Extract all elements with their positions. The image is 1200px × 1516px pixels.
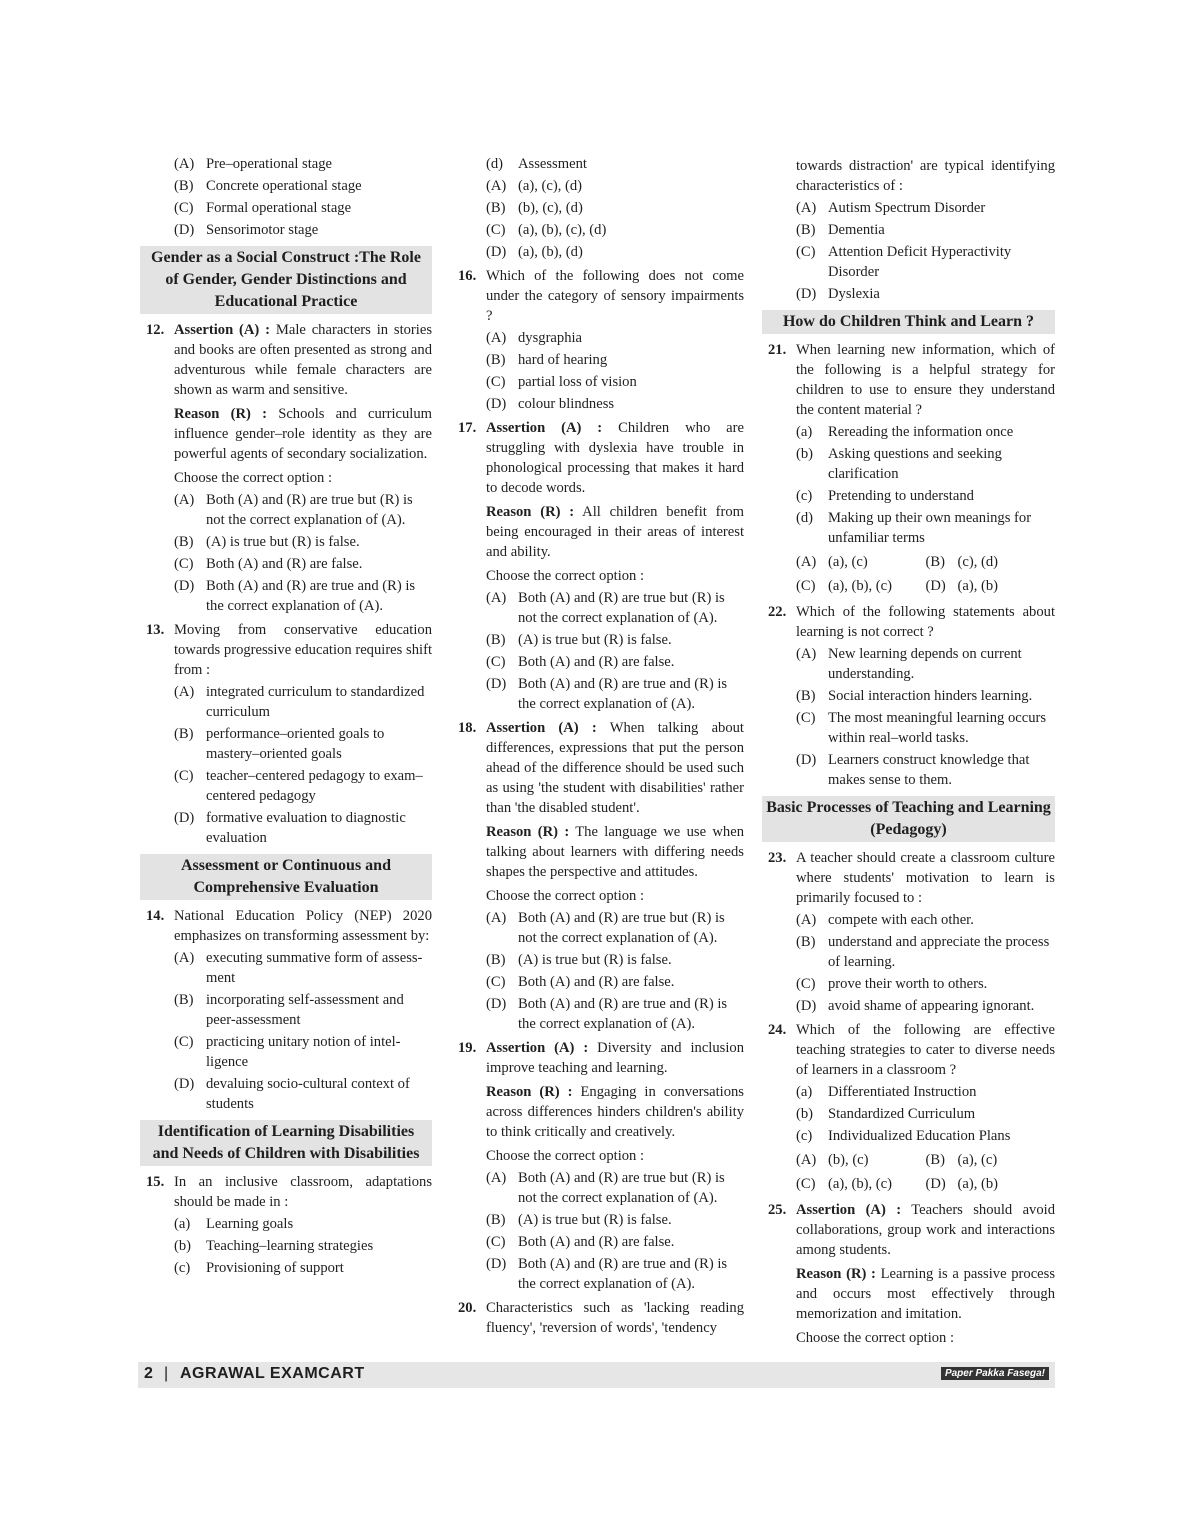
option: (B) performance–oriented goals to mastery–oriented goals [174,726,385,762]
question-number: 15. [146,1174,165,1190]
publisher-logo: AGRAWAL EXAMCART [180,1365,365,1382]
option: (B) Social interaction hinders learning. [796,688,1033,704]
question-24: 24. Which of the following are effective teaching strategies to cater to diverse needs of learners in a classroom ? (a) Differentiated Instruction (b) Standardized Curriculum (c) Individualized Education Plans (A) (b), (c) (B) (a), (c) (C) (a), (b), (c) (D) (a), (b) [762,1020,1055,1196]
option: (A) Both (A) and (R) are true but (R) is not the correct explanation of (A). [486,1170,725,1206]
option: (D) avoid shame of appearing ignorant. [796,998,1035,1014]
prev-question-options [140,154,432,240]
option: (B) Dementia [796,222,885,238]
sub-item: (c) Individualized Education Plans [796,1128,1011,1144]
option: (C) Both (A) and (R) are false. [486,974,675,990]
section-heading: Gender as a Social Construct :The Role of Gender, Gender Distinctions and Educational Practice [140,246,432,314]
page-footer [138,1362,1055,1388]
question-number: 18. [458,720,477,736]
sub-item: (d) Assessment [486,156,587,172]
section-heading: How do Children Think and Learn ? [762,310,1055,334]
option: (D) (a), (b) [925,578,999,594]
question-20: 20. Characteristics such as 'lacking reading fluency', 'reversion of words', 'tendency [458,1300,744,1336]
option-grid [796,1148,1055,1196]
question-20-continued: towards distraction' are typical identifying characteristics of : (A) Autism Spectrum Disorder (B) Dementia (C) Attention Deficit Hyperactivity Disorder (D) Dyslexia [796,158,1055,302]
option: (A) Both (A) and (R) are true but (R) is not the correct explanation of (A). [174,492,413,528]
option: (C) prove their worth to others. [796,976,988,992]
option: (B) incorporating self-assessment and peer-assessment [174,992,404,1028]
option: (C) Both (A) and (R) are false. [486,654,675,670]
question-number: 20. [458,1300,477,1316]
sub-item: (b) Teaching–learning strategies [174,1238,374,1254]
option: (D) devaluing socio-cultural context of students [174,1076,410,1112]
column-1 [140,152,432,1280]
option: (C) (a), (b), (c) [796,578,893,594]
option: (C) The most meaningful learning occurs within real–world tasks. [796,710,1047,746]
section-heading: Assessment or Continuous and Comprehensive Evaluation [140,854,432,900]
choose-prompt: Choose the correct option : [174,470,333,486]
question-22: 22. Which of the following statements about learning is not correct ? (A) New learning depends on current understanding. (B) Social interaction hinders learning. (C) The most meaningful learning occurs within real–world tasks. (D) Learners construct knowledge that makes sense to them. [768,604,1055,788]
option: (A) Both (A) and (R) are true but (R) is not the correct explanation of (A). [486,590,725,626]
option: (B) hard of hearing [486,352,608,368]
choose-prompt: Choose the correct option : [486,1148,645,1164]
choose-prompt: Choose the correct option : [486,568,645,584]
question-number: 24. [768,1022,787,1038]
option: (A) (b), (c) [796,1152,869,1168]
option: (D) colour blindness [486,396,615,412]
option: (D) Both (A) and (R) are true and (R) is the correct explanation of (A). [486,676,728,712]
option: (B) Concrete operational stage [174,178,362,194]
option: (A) Pre–operational stage [174,156,333,172]
option: (C) Both (A) and (R) are false. [174,556,363,572]
tagline-badge: Paper Pakka Fasega! [941,1367,1049,1380]
option: (B) (A) is true but (R) is false. [486,952,672,968]
question-number: 23. [768,850,787,866]
option: (B) (b), (c), (d) [486,200,583,216]
option: (B) (A) is true but (R) is false. [174,534,360,550]
option: (D) Both (A) and (R) are true and (R) is the correct explanation of (A). [486,996,728,1032]
page-number: 2 [144,1365,153,1382]
option: (A) compete with each other. [796,912,974,928]
option: (C) (a), (b), (c), (d) [486,222,607,238]
sub-item: (a) Rereading the information once [796,424,1014,440]
column-2 [452,152,744,1340]
question-23: 23. A teacher should create a classroom culture where students' motivation to learn is primarily focused to : (A) compete with each other. (B) understand and appreciate the process of learning. (C) prove their worth to others. (D) avoid shame of appearing ignorant. [768,850,1055,1014]
option: (B) (a), (c) [925,1152,998,1168]
question-number: 19. [458,1040,477,1056]
sub-item: (a) Differentiated Instruction [796,1084,977,1100]
question-number: 25. [768,1202,787,1218]
option: (D) Sensorimotor stage [174,222,319,238]
question-number: 16. [458,268,477,284]
option: (D) Both (A) and (R) are true and (R) is the correct explanation of (A). [486,1256,728,1292]
option: (B) (A) is true but (R) is false. [486,632,672,648]
question-13: 13. Moving from conservative education towards progressive education requires shift from : (A) integrated curriculum to standardized curriculum (B) performance–oriented goals to mastery–oriented goals (C) teacher–centered pedagogy to exam–centered pedagogy (D) formative evaluation to diagnostic evaluation [146,622,432,846]
option: (A) Both (A) and (R) are true but (R) is not the correct explanation of (A). [486,910,725,946]
option: (A) (a), (c) [796,554,868,570]
option: (C) Formal operational stage [174,200,352,216]
question-number: 21. [768,342,787,358]
option: (C) Attention Deficit Hyperactivity Disorder [796,244,1012,280]
option: (C) partial loss of vision [486,374,637,390]
question-19: 19. Assertion (A) : Diversity and inclusion improve teaching and learning. Reason (R) : Engaging in conversations across differences hinders children's ability to think critically and creatively. Choose the correct option : (A) Both (A) and (R) are true but (R) is not the correct explanation of (A). (B) (A) is true but (R) is false. (C) Both (A) and (R) are false. (D) Both (A) and (R) are true and (R) is the correct explanation of (A). [452,1038,744,1294]
footer-separator: | [164,1365,169,1382]
sub-item: (d) Making up their own meanings for unfamiliar terms [796,510,1032,546]
option: (D) (a), (b) [925,1176,999,1192]
question-18: 18. Assertion (A) : When talking about differences, expressions that put the person ahead of the difference should be used such as using 'the student with disabilities' rather than 'the disabled student'. Reason (R) : The language we use when talking about learners with differing needs shapes the perspective and attitudes. Choose the correct option : (A) Both (A) and (R) are true but (R) is not the correct explanation of (A). (B) (A) is true but (R) is false. (C) Both (A) and (R) are false. (D) Both (A) and (R) are true and (R) is the correct explanation of (A). [452,718,744,1034]
question-16: 16. Which of the following does not come under the category of sensory impairments ? (A) dysgraphia (B) hard of hearing (C) partial loss of vision (D) colour blindness [458,268,744,412]
option: (B) (c), (d) [925,554,999,570]
sub-item: (c) Provisioning of support [174,1260,344,1276]
question-12: 12. Assertion (A) : Male characters in stories and books are often presented as strong and adventurous while female characters are shown as warm and sensitive. Reason (R) : Schools and curriculum influence gender–role identity as they are powerful agents of secondary socialization. Choose the correct option : (A) Both (A) and (R) are true but (R) is not the correct explanation of (A). (B) (A) is true but (R) is false. (C) Both (A) and (R) are false. (D) Both (A) and (R) are true and (R) is the correct explanation of (A). [140,320,432,616]
option: (D) Learners construct knowledge that makes sense to them. [796,752,1030,788]
option: (A) Autism Spectrum Disorder [796,200,986,216]
section-heading: Identification of Learning Disabilities and Needs of Children with Disabilities [140,1120,432,1166]
option: (B) (A) is true but (R) is false. [486,1212,672,1228]
option: (C) (a), (b), (c) [796,1176,893,1192]
option: (A) executing summative form of assess-ment [174,950,423,986]
choose-prompt: Choose the correct option : [486,888,645,904]
option: (C) Both (A) and (R) are false. [486,1234,675,1250]
option: (D) (a), (b), (d) [486,244,583,260]
column-3 [762,152,1055,1350]
sub-item: (a) Learning goals [174,1216,294,1232]
option: (D) formative evaluation to diagnostic evaluation [174,810,406,846]
option: (B) understand and appreciate the process of learning. [796,934,1050,970]
section-heading: Basic Processes of Teaching and Learning (Pedagogy) [762,796,1055,842]
sub-item: (b) Asking questions and seeking clarification [796,446,1002,482]
option: (C) practicing unitary notion of intel-ligence [174,1034,401,1070]
question-17: 17. Assertion (A) : Children who are struggling with dyslexia have trouble in phonological processing that makes it hard to decode words. Reason (R) : All children benefit from being encouraged in their areas of interest and ability. Choose the correct option : (A) Both (A) and (R) are true but (R) is not the correct explanation of (A). (B) (A) is true but (R) is false. (C) Both (A) and (R) are false. (D) Both (A) and (R) are true and (R) is the correct explanation of (A). [452,418,744,714]
option: (D) Dyslexia [796,286,880,302]
question-number: 14. [146,908,165,924]
question-number: 12. [146,322,165,338]
option: (D) Both (A) and (R) are true and (R) is the correct explanation of (A). [174,578,416,614]
question-number: 22. [768,604,787,620]
question-21: 21. When learning new information, which of the following is a helpful strategy for children to use to ensure they understand the content material ? (a) Rereading the information once (b) Asking questions and seeking clarification (c) Pretending to understand (d) Making up their own meanings for unfamiliar terms (A) (a), (c) (B) (c), (d) (C) (a), (b), (c) (D) (a), (b) [762,340,1055,598]
question-15: 15. In an inclusive classroom, adaptations should be made in : (a) Learning goals (b) Teaching–learning strategies (c) Provisioning of support [146,1174,432,1276]
question-number: 13. [146,622,165,638]
option: (C) teacher–centered pedagogy to exam–centered pedagogy [174,768,423,804]
option: (A) integrated curriculum to standardized curriculum [174,684,425,720]
sub-item: (b) Standardized Curriculum [796,1106,976,1122]
option: (A) New learning depends on current understanding. [796,646,1022,682]
question-number: 17. [458,420,477,436]
option: (A) dysgraphia [486,330,583,346]
question-15-continued [452,154,744,262]
question-25: 25. Assertion (A) : Teachers should avoid collaborations, group work and interactions among students. Reason (R) : Learning is a passive process and occurs most effectively through memorization and imitation. Choose the correct option : [762,1200,1055,1348]
choose-prompt: Choose the correct option : [796,1330,955,1346]
sub-item: (c) Pretending to understand [796,488,974,504]
option-grid [796,550,1055,598]
question-14: 14. National Education Policy (NEP) 2020 emphasizes on transforming assessment by: (A) executing summative form of assess-ment (B) incorporating self-assessment and peer-assessment (C) practicing unitary notion of intel-ligence (D) devaluing socio-cultural context of students [146,908,432,1112]
option: (A) (a), (c), (d) [486,178,583,194]
